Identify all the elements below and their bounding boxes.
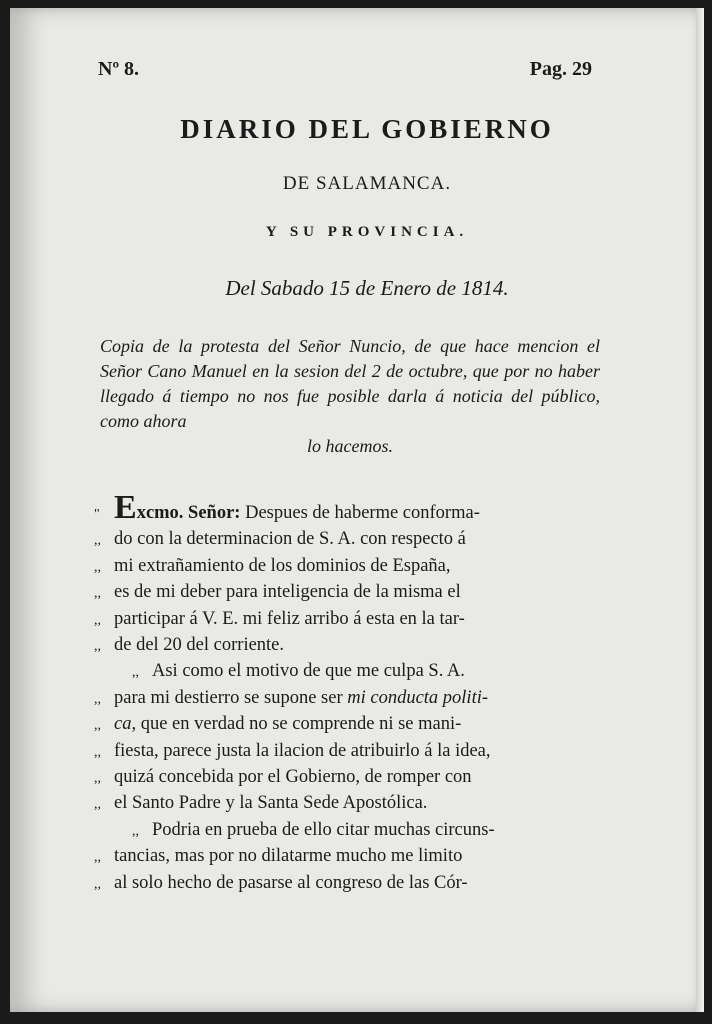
body-line: es de mi deber para inteligencia de la misma el xyxy=(114,582,461,603)
body-line: do con la determinacion de S. A. con respecto á xyxy=(114,529,466,550)
body-line: participar á V. E. mi feliz arribo á esta en la tar- xyxy=(114,608,465,629)
quote-mark: ,, xyxy=(94,744,101,760)
newspaper-page xyxy=(10,8,704,1012)
body-line: el Santo Padre y la Santa Sede Apostólica. xyxy=(114,793,428,814)
intro-last-line: lo hacemos. xyxy=(307,436,393,456)
quote-mark: ,, xyxy=(94,586,101,602)
body-line: de del 20 del corriente. xyxy=(114,635,285,656)
quote-mark: ,, xyxy=(94,876,101,892)
italic-phrase: ca, xyxy=(114,714,137,735)
body-line-row xyxy=(94,659,606,685)
body-line: mi extrañamiento de los dominios de España, xyxy=(114,555,451,576)
body-line-row xyxy=(94,633,606,659)
body-line-row xyxy=(94,554,606,580)
issue-date: Del Sabado 15 de Enero de 1814. xyxy=(225,276,509,300)
issue-number: Nº 8. xyxy=(98,58,140,80)
quote-mark: ,, xyxy=(94,639,101,655)
salutation: xcmo. Señor: xyxy=(136,503,241,523)
body-line-row xyxy=(94,607,606,633)
quote-mark: ,, xyxy=(94,850,101,866)
newspaper-subtitle: DE SALAMANCA. xyxy=(282,173,452,194)
quote-mark: ,, xyxy=(132,665,139,681)
letter-body xyxy=(94,489,606,897)
quote-mark: ,, xyxy=(94,718,101,734)
body-line-row xyxy=(94,871,606,897)
italic-phrase: mi conducta politi- xyxy=(347,687,489,708)
body-line: Asi como el motivo de que me culpa S. A. xyxy=(152,661,465,682)
quote-mark: ,, xyxy=(94,612,101,628)
body-line: fiesta, parece justa la ilacion de atribuirlo á la idea, xyxy=(114,740,491,761)
quote-mark: ,, xyxy=(94,533,101,549)
intro-paragraph xyxy=(100,334,600,459)
body-line-row xyxy=(94,818,606,844)
body-line: Podria en prueba de ello citar muchas circuns- xyxy=(152,819,495,840)
newspaper-province: Y SU PROVINCIA. xyxy=(265,224,469,240)
body-line-row xyxy=(94,527,606,553)
body-line-row xyxy=(94,844,606,870)
body-line: para mi destierro se supone ser xyxy=(114,687,343,708)
body-line: quizá concebida por el Gobierno, de romper con xyxy=(114,767,472,788)
intro-text: Copia de la protesta del Señor Nuncio, de que hace mencion el Señor Cano Manuel en la sesion del 2 de octubre, que por no haber llegado á tiempo no nos fue posible darla á noticia del público, como ahora xyxy=(100,336,600,431)
body-line: al solo hecho de pasarse al congreso de las Cór- xyxy=(114,872,468,893)
quote-mark: ,, xyxy=(94,691,101,707)
newspaper-title: DIARIO DEL GOBIERNO xyxy=(180,114,554,144)
body-line: Despues de haberme conforma- xyxy=(245,503,480,523)
quote-mark: ,, xyxy=(132,823,139,839)
body-line-row xyxy=(94,712,606,738)
quote-mark: ,, xyxy=(94,771,101,787)
salutation-line xyxy=(94,489,606,527)
body-line-row xyxy=(94,686,606,712)
drop-cap: E xyxy=(114,489,137,526)
quote-mark: ,, xyxy=(94,559,101,575)
body-line-row xyxy=(94,580,606,606)
body-line-row xyxy=(94,765,606,791)
quote-mark: ,, xyxy=(94,797,101,813)
body-line: tancias, mas por no dilatarme mucho me limito xyxy=(114,846,463,867)
page-number: Pag. 29 xyxy=(529,58,592,80)
body-line: que en verdad no se comprende ni se mani- xyxy=(140,714,462,735)
page-edge xyxy=(696,8,704,1012)
body-line-row xyxy=(94,739,606,765)
open-quote: " xyxy=(94,507,100,522)
body-line-row xyxy=(94,791,606,817)
